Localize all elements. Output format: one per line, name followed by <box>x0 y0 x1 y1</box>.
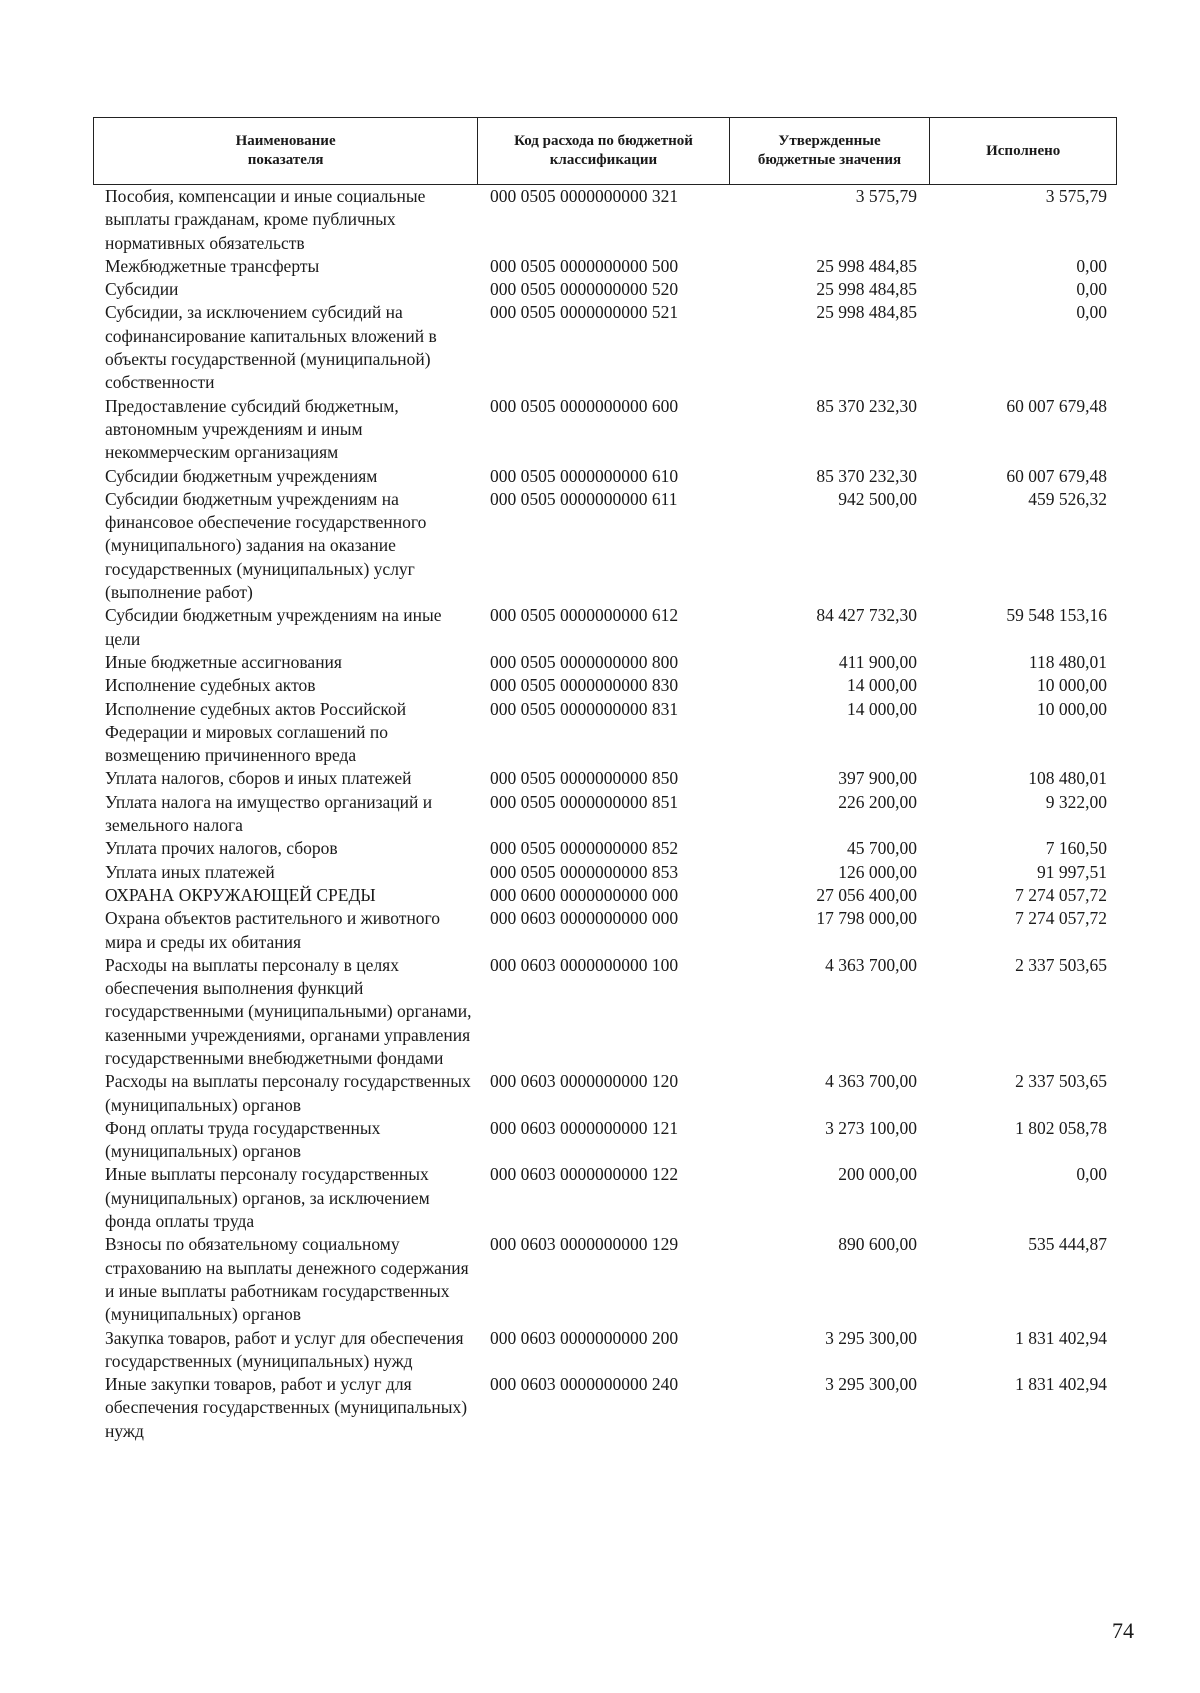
table-row <box>93 278 1117 301</box>
table-row <box>93 185 1117 255</box>
row-name: Субсидии <box>105 279 179 300</box>
table-row <box>93 954 1117 1070</box>
row-executed: 0,00 <box>1076 255 1107 276</box>
row-approved: 4 363 700,00 <box>825 1071 917 1092</box>
row-executed: 118 480,01 <box>1028 651 1107 672</box>
row-approved: 25 998 484,85 <box>816 279 917 300</box>
table-row <box>93 1373 1117 1443</box>
row-code: 000 0505 0000000000 831 <box>490 698 679 719</box>
row-code: 000 0603 0000000000 200 <box>490 1327 679 1348</box>
row-name: Уплата налогов, сборов и иных платежей <box>105 768 412 789</box>
row-code: 000 0505 0000000000 321 <box>490 186 679 206</box>
table-row <box>93 301 1117 394</box>
row-executed: 459 526,32 <box>1028 488 1107 509</box>
row-executed: 3 575,79 <box>1045 186 1107 206</box>
table-row <box>93 767 1117 790</box>
row-code: 000 0505 0000000000 830 <box>490 675 679 696</box>
row-executed: 60 007 679,48 <box>1006 395 1107 416</box>
row-code: 000 0603 0000000000 000 <box>490 908 679 929</box>
row-name: Межбюджетные трансферты <box>105 255 320 276</box>
row-code: 000 0603 0000000000 129 <box>490 1234 679 1255</box>
table-row <box>93 1163 1117 1233</box>
row-executed: 91 997,51 <box>1037 861 1107 882</box>
row-approved: 25 998 484,85 <box>816 302 917 323</box>
table-row <box>93 1070 1117 1117</box>
row-name: Субсидии бюджетным учреждениям на иные цели <box>105 605 442 649</box>
row-executed: 10 000,00 <box>1037 698 1107 719</box>
table-row <box>93 465 1117 488</box>
table-row <box>93 1117 1117 1164</box>
row-name: Предоставление субсидий бюджетным, автономным учреждениям и иным некоммерческим организациям <box>105 395 399 463</box>
row-executed: 0,00 <box>1076 279 1107 300</box>
row-name: Иные закупки товаров, работ и услуг для обеспечения государственных (муниципальных) нужд <box>105 1374 468 1441</box>
row-approved: 226 200,00 <box>838 791 917 812</box>
row-approved: 397 900,00 <box>838 768 917 789</box>
table-row <box>93 651 1117 674</box>
row-code: 000 0505 0000000000 852 <box>490 838 679 859</box>
row-name: Расходы на выплаты персоналу в целях обеспечения выполнения функций государственными (муниципальными) органами, казенными учреждениями, органами управления государственными внебюджетными фондами <box>105 954 472 1068</box>
table-row <box>93 791 1117 838</box>
row-name: Субсидии бюджетным учреждениям на финансовое обеспечение государственного (муниципального) задания на оказание государственных (муниципальных) услуг (выполнение работ) <box>105 488 427 603</box>
row-code: 000 0505 0000000000 800 <box>490 651 679 672</box>
row-code: 000 0505 0000000000 600 <box>490 395 679 416</box>
row-executed: 2 337 503,65 <box>1015 954 1107 975</box>
row-approved: 3 273 100,00 <box>825 1117 917 1138</box>
header-code: Код расхода по бюджетной классификации <box>478 118 730 184</box>
table-body <box>93 185 1117 1443</box>
table-row <box>93 1233 1117 1326</box>
row-executed: 535 444,87 <box>1028 1234 1107 1255</box>
row-executed: 0,00 <box>1076 1164 1107 1185</box>
row-name: Пособия, компенсации и иные социальные выплаты гражданам, кроме публичных нормативных обязательств <box>105 186 426 253</box>
row-executed: 10 000,00 <box>1037 675 1107 696</box>
row-executed: 1 831 402,94 <box>1015 1327 1107 1348</box>
row-code: 000 0505 0000000000 521 <box>490 302 679 323</box>
row-code: 000 0603 0000000000 120 <box>490 1071 679 1092</box>
row-executed: 9 322,00 <box>1045 791 1107 812</box>
row-approved: 3 575,79 <box>855 186 917 206</box>
table-row <box>93 884 1117 907</box>
row-executed: 7 160,50 <box>1045 838 1107 859</box>
row-code: 000 0505 0000000000 851 <box>490 791 679 812</box>
row-approved: 17 798 000,00 <box>816 908 917 929</box>
row-executed: 7 274 057,72 <box>1015 884 1107 905</box>
row-approved: 85 370 232,30 <box>816 465 917 486</box>
row-name: Субсидии бюджетным учреждениям <box>105 465 378 486</box>
table-row <box>93 255 1117 278</box>
row-name: Уплата иных платежей <box>105 861 275 882</box>
row-name: ОХРАНА ОКРУЖАЮЩЕЙ СРЕДЫ <box>105 884 376 905</box>
row-approved: 200 000,00 <box>838 1164 917 1185</box>
row-name: Фонд оплаты труда государственных (муниципальных) органов <box>105 1117 381 1162</box>
row-code: 000 0505 0000000000 853 <box>490 861 679 882</box>
row-approved: 4 363 700,00 <box>825 954 917 975</box>
row-name: Исполнение судебных актов <box>105 675 316 696</box>
table-row <box>93 837 1117 860</box>
header-executed: Исполнено <box>986 142 1061 159</box>
row-approved: 942 500,00 <box>838 488 917 509</box>
row-approved: 890 600,00 <box>838 1234 917 1255</box>
table-row <box>93 395 1117 465</box>
row-executed: 0,00 <box>1076 302 1107 323</box>
row-name: Закупка товаров, работ и услуг для обеспечения государственных (муниципальных) нужд <box>105 1327 464 1371</box>
row-executed: 1 802 058,78 <box>1015 1117 1107 1138</box>
row-code: 000 0505 0000000000 500 <box>490 255 679 276</box>
row-code: 000 0603 0000000000 100 <box>490 954 679 975</box>
row-approved: 27 056 400,00 <box>816 884 917 905</box>
row-executed: 108 480,01 <box>1028 768 1107 789</box>
row-executed: 7 274 057,72 <box>1015 908 1107 929</box>
row-code: 000 0505 0000000000 520 <box>490 279 679 300</box>
table-row <box>93 604 1117 651</box>
table-row <box>93 861 1117 884</box>
table-row <box>93 907 1117 954</box>
row-approved: 85 370 232,30 <box>816 395 917 416</box>
row-name: Исполнение судебных актов Российской Федерации и мировых соглашений по возмещению причиненного вреда <box>105 698 407 766</box>
row-name: Взносы по обязательному социальному страхованию на выплаты денежного содержания и иные выплаты работникам государственных (муниципальных) органов <box>105 1234 469 1325</box>
row-code: 000 0505 0000000000 611 <box>490 488 678 509</box>
row-code: 000 0600 0000000000 000 <box>490 884 679 905</box>
row-code: 000 0603 0000000000 122 <box>490 1164 679 1185</box>
row-approved: 14 000,00 <box>847 698 917 719</box>
row-approved: 3 295 300,00 <box>825 1374 917 1395</box>
row-executed: 60 007 679,48 <box>1006 465 1107 486</box>
table-header <box>93 117 1117 185</box>
row-approved: 3 295 300,00 <box>825 1327 917 1348</box>
row-code: 000 0505 0000000000 612 <box>490 605 679 626</box>
table-row <box>93 698 1117 768</box>
row-executed: 2 337 503,65 <box>1015 1071 1107 1092</box>
row-name: Иные бюджетные ассигнования <box>105 651 342 672</box>
row-executed: 1 831 402,94 <box>1015 1374 1107 1395</box>
row-name: Субсидии, за исключением субсидий на софинансирование капитальных вложений в объекты государственной (муниципальной) собственности <box>105 302 437 393</box>
header-name: Наименование показателя <box>94 118 478 184</box>
header-approved: Утвержденные бюджетные значения <box>730 118 931 184</box>
row-approved: 25 998 484,85 <box>816 255 917 276</box>
row-name: Уплата налога на имущество организаций и земельного налога <box>105 791 433 836</box>
row-code: 000 0603 0000000000 121 <box>490 1117 679 1138</box>
row-approved: 126 000,00 <box>838 861 917 882</box>
row-name: Охрана объектов растительного и животного мира и среды их обитания <box>105 908 441 952</box>
row-approved: 411 900,00 <box>838 651 917 672</box>
table-row <box>93 488 1117 604</box>
row-executed: 59 548 153,16 <box>1006 605 1107 626</box>
table-row <box>93 1327 1117 1374</box>
row-approved: 14 000,00 <box>847 675 917 696</box>
row-name: Уплата прочих налогов, сборов <box>105 838 338 859</box>
table-row <box>93 674 1117 697</box>
row-code: 000 0505 0000000000 850 <box>490 768 679 789</box>
row-code: 000 0603 0000000000 240 <box>490 1374 679 1395</box>
row-approved: 45 700,00 <box>847 838 917 859</box>
row-code: 000 0505 0000000000 610 <box>490 465 679 486</box>
row-approved: 84 427 732,30 <box>816 605 917 626</box>
page-number: 74 <box>1112 1618 1134 1643</box>
row-name: Иные выплаты персоналу государственных (муниципальных) органов, за исключением фонда оплаты труда <box>105 1164 430 1232</box>
row-name: Расходы на выплаты персоналу государственных (муниципальных) органов <box>105 1071 471 1115</box>
